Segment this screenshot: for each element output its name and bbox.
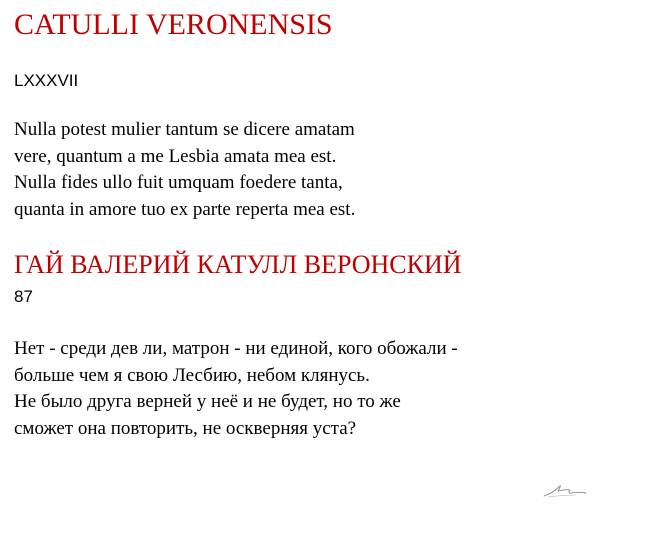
latin-line-3: Nulla fides ullo fuit umquam foedere tanta, [14, 172, 343, 193]
latin-title: CATULLI VERONENSIS [14, 8, 333, 41]
russian-line-3: Не было друга верней у неё и не будет, но то же [14, 391, 401, 412]
russian-title: ГАЙ ВАЛЕРИЙ КАТУЛЛ ВЕРОНСКИЙ [14, 250, 462, 279]
russian-line-2: больше чем я свою Лесбию, небом клянусь. [14, 364, 370, 386]
latin-stanza [14, 117, 355, 223]
latin-line-1: Nulla potest mulier tantum se dicere amatam [14, 119, 355, 140]
latin-poem-number: LXXXVII [14, 71, 79, 90]
russian-poem-number: 87 [14, 287, 33, 306]
latin-line-2: vere, quantum a me Lesbia amata mea est. [14, 145, 337, 167]
russian-stanza [14, 336, 458, 442]
russian-line-4: сможет она повторить, не оскверняя уста? [14, 417, 357, 439]
latin-line-4: quanta in amore tuo ex parte reperta mea est. [14, 198, 356, 220]
russian-line-1: Нет - среди дев ли, матрон - ни единой, кого обожали - [14, 338, 458, 359]
signature-icon [540, 478, 588, 502]
